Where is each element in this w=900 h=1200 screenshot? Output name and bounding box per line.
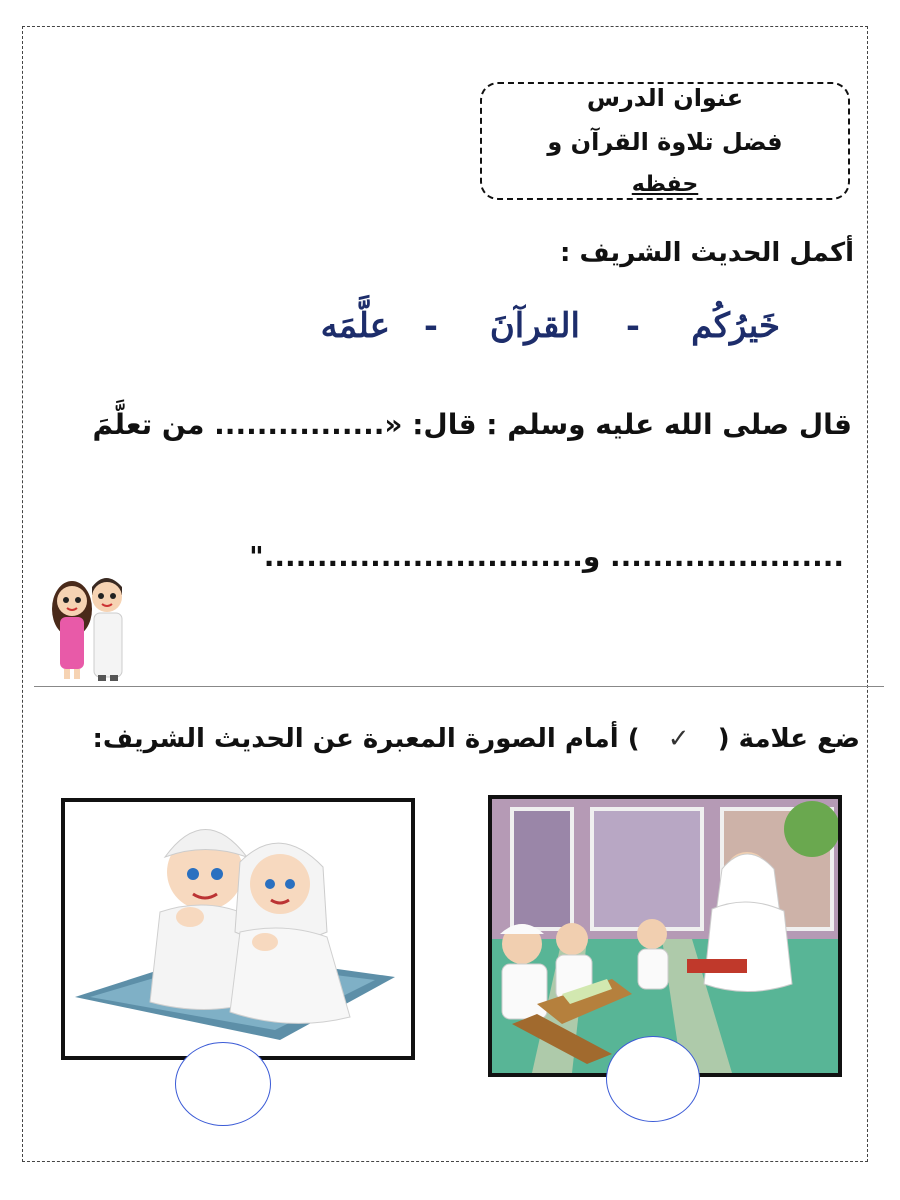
word-bank-separator-1: - <box>625 306 640 346</box>
answer-circle-right[interactable] <box>606 1036 700 1122</box>
word-bank-separator-2: - <box>423 306 438 346</box>
tick-instruction-after: ) أمام الصورة المعبرة عن الحديث الشريف: <box>92 724 640 754</box>
tick-instruction-before: ضع علامة ( <box>717 724 860 754</box>
lesson-title-label: عنوان الدرس <box>586 84 744 112</box>
word-bank-item-1: خَيرُكُم <box>691 306 780 346</box>
praying-children-image[interactable] <box>61 798 415 1060</box>
hadith-line-2[interactable]: ...................... و.............................." <box>249 540 844 573</box>
lesson-title-box <box>480 82 850 200</box>
hadith-line-1[interactable]: قال صلى الله عليه وسلم : قال: «................ من تعلَّمَ <box>92 408 852 441</box>
word-bank-item-3: علَّمَه <box>320 306 390 346</box>
checkmark-icon: ✓ <box>667 724 690 754</box>
word-bank-item-2: القرآنَ <box>489 306 580 346</box>
lesson-title-line2: حفظه <box>631 172 699 197</box>
quran-class-image[interactable] <box>488 795 842 1077</box>
section-divider <box>34 686 884 687</box>
quran-class-drawing <box>492 799 838 1073</box>
complete-hadith-instruction: أكمل الحديث الشريف : <box>560 238 854 268</box>
praying-children-drawing <box>65 802 411 1056</box>
word-bank <box>300 306 790 366</box>
lesson-title-line1: فضل تلاوة القرآن و <box>547 128 783 156</box>
answer-circle-left[interactable] <box>175 1042 271 1126</box>
kids-illustration <box>40 565 150 683</box>
tick-instruction <box>92 724 860 754</box>
